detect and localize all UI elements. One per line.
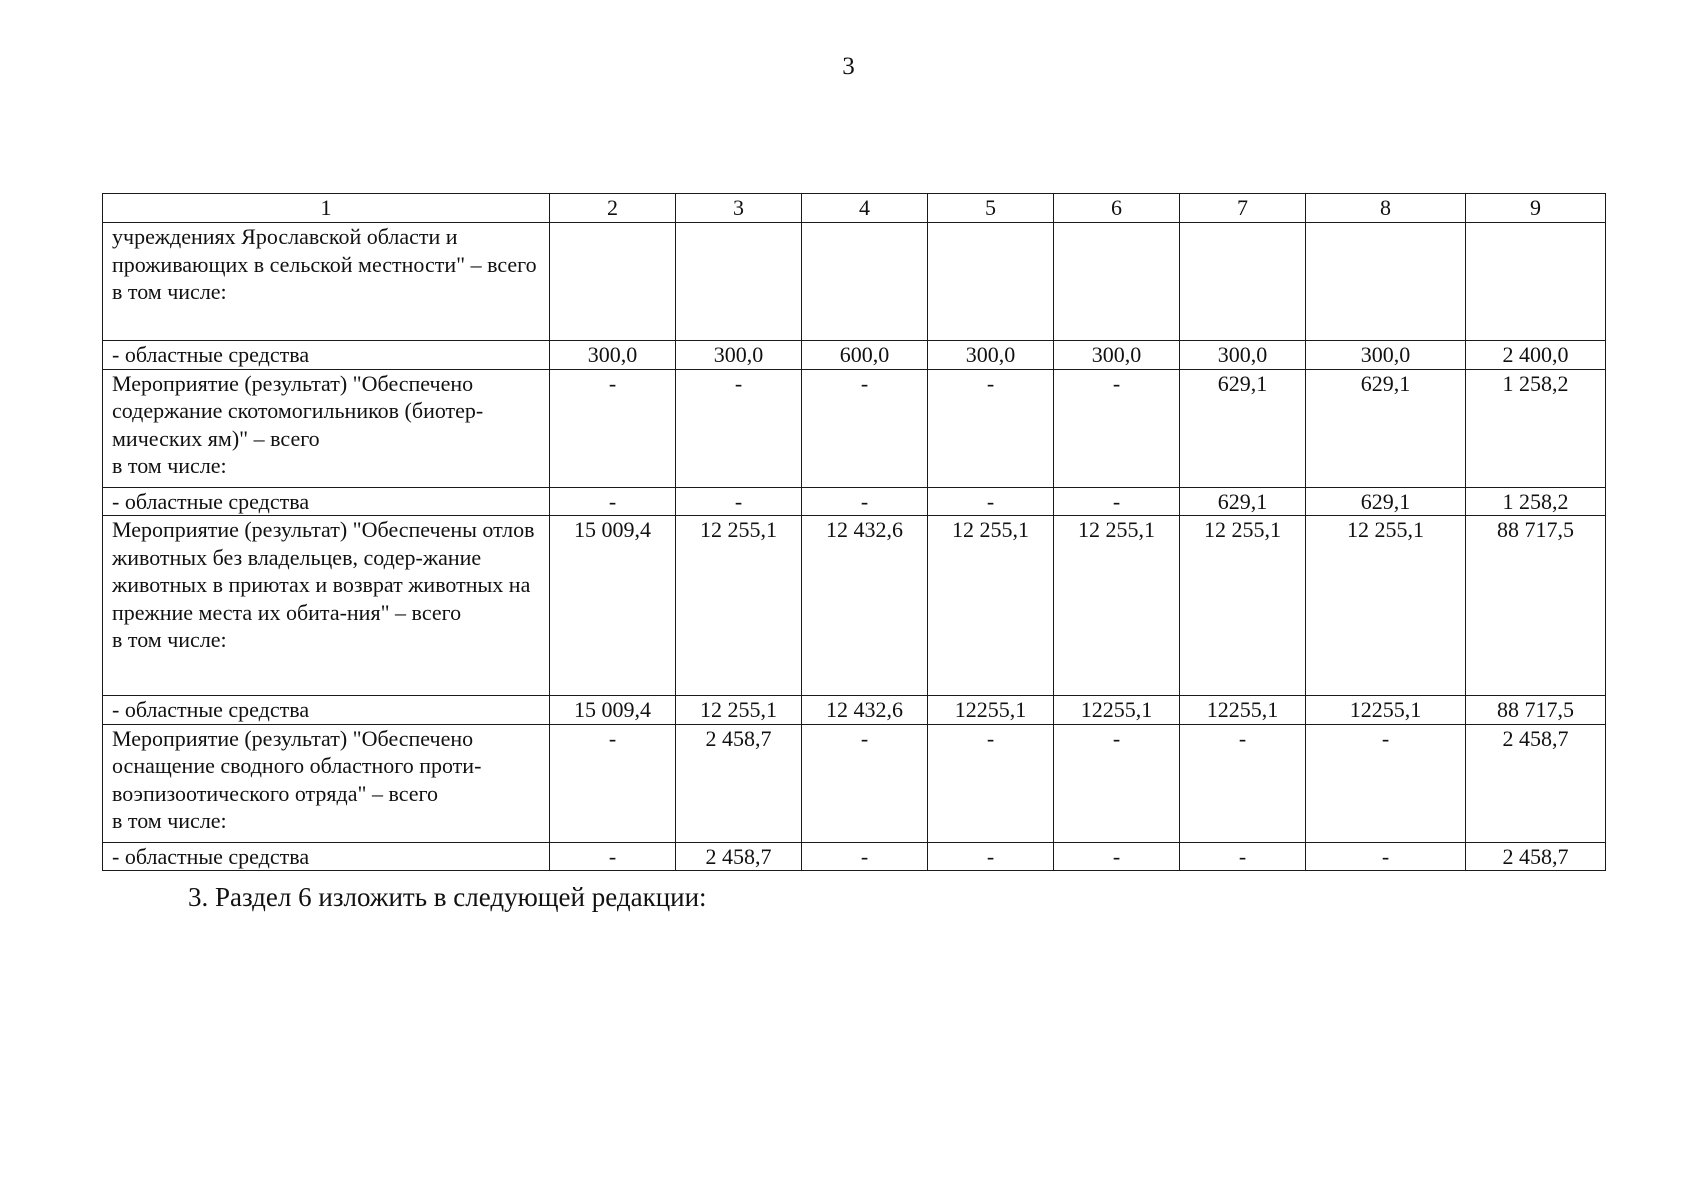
column-header: 5: [928, 194, 1054, 223]
column-header: 4: [802, 194, 928, 223]
cell-value: -: [1054, 369, 1180, 487]
cell-value: 2 458,7: [1466, 842, 1606, 871]
cell-value: -: [676, 369, 802, 487]
cell-value: 12 255,1: [1054, 516, 1180, 696]
row-label: учреждениях Ярославской области и проживающих в сельской местности" – всего в том числе:: [103, 223, 550, 341]
table-row: [103, 487, 1606, 516]
cell-value: 629,1: [1306, 487, 1466, 516]
row-label: Мероприятие (результат) "Обеспечено оснащение сводного областного проти-воэпизоотического отряда" – всего в том числе:: [103, 724, 550, 842]
cell-value: -: [928, 487, 1054, 516]
cell-value: -: [802, 724, 928, 842]
cell-value: -: [802, 487, 928, 516]
column-header: 7: [1180, 194, 1306, 223]
cell-value: 12 432,6: [802, 516, 928, 696]
cell-value: 12 432,6: [802, 696, 928, 725]
cell-value: [1180, 223, 1306, 341]
cell-value: -: [1054, 724, 1180, 842]
cell-value: [1054, 223, 1180, 341]
cell-value: 2 458,7: [1466, 724, 1606, 842]
cell-value: 12 255,1: [1180, 516, 1306, 696]
cell-value: 12 255,1: [1306, 516, 1466, 696]
column-header: 2: [550, 194, 676, 223]
cell-value: 12 255,1: [928, 516, 1054, 696]
cell-value: 629,1: [1180, 369, 1306, 487]
cell-value: 12255,1: [928, 696, 1054, 725]
cell-value: -: [928, 369, 1054, 487]
cell-value: -: [550, 487, 676, 516]
table-row: [103, 724, 1606, 842]
cell-value: [928, 223, 1054, 341]
cell-value: 12255,1: [1306, 696, 1466, 725]
cell-value: -: [802, 369, 928, 487]
table-row: [103, 223, 1606, 341]
cell-value: 300,0: [676, 341, 802, 370]
cell-value: 12255,1: [1054, 696, 1180, 725]
cell-value: 300,0: [1180, 341, 1306, 370]
table-row: [103, 842, 1606, 871]
cell-value: 300,0: [1306, 341, 1466, 370]
cell-value: -: [928, 842, 1054, 871]
cell-value: 300,0: [928, 341, 1054, 370]
cell-value: [676, 223, 802, 341]
column-header: 9: [1466, 194, 1606, 223]
cell-value: -: [1306, 724, 1466, 842]
row-label: - областные средства: [103, 487, 550, 516]
cell-value: 1 258,2: [1466, 369, 1606, 487]
cell-value: 12255,1: [1180, 696, 1306, 725]
table-row: [103, 369, 1606, 487]
cell-value: -: [802, 842, 928, 871]
row-label: - областные средства: [103, 341, 550, 370]
cell-value: -: [550, 842, 676, 871]
table-row: [103, 341, 1606, 370]
column-header: 1: [103, 194, 550, 223]
table-body: [103, 223, 1606, 871]
column-header: 8: [1306, 194, 1466, 223]
cell-value: 2 458,7: [676, 724, 802, 842]
cell-value: -: [1054, 487, 1180, 516]
row-label: - областные средства: [103, 696, 550, 725]
cell-value: 629,1: [1180, 487, 1306, 516]
cell-value: [1466, 223, 1606, 341]
cell-value: [550, 223, 676, 341]
cell-value: [1306, 223, 1466, 341]
cell-value: -: [1306, 842, 1466, 871]
cell-value: 600,0: [802, 341, 928, 370]
cell-value: -: [1054, 842, 1180, 871]
page-number: 3: [842, 53, 855, 80]
cell-value: 300,0: [1054, 341, 1180, 370]
cell-value: -: [1180, 724, 1306, 842]
row-label: Мероприятие (результат) "Обеспечены отлов животных без владельцев, содер-жание животных в приютах и возврат животных на прежние места их обита-ния" – всего в том числе:: [103, 516, 550, 696]
cell-value: -: [1180, 842, 1306, 871]
row-label: - областные средства: [103, 842, 550, 871]
cell-value: -: [550, 369, 676, 487]
section-heading: 3. Раздел 6 изложить в следующей редакции:: [188, 882, 707, 912]
cell-value: -: [676, 487, 802, 516]
cell-value: 88 717,5: [1466, 516, 1606, 696]
row-label: Мероприятие (результат) "Обеспечено содержание скотомогильников (биотер-мических ям)" – всего в том числе:: [103, 369, 550, 487]
column-header: 3: [676, 194, 802, 223]
table-header-row: [103, 194, 1606, 223]
column-header: 6: [1054, 194, 1180, 223]
cell-value: [802, 223, 928, 341]
cell-value: 1 258,2: [1466, 487, 1606, 516]
cell-value: 12 255,1: [676, 696, 802, 725]
cell-value: -: [550, 724, 676, 842]
cell-value: 629,1: [1306, 369, 1466, 487]
cell-value: 300,0: [550, 341, 676, 370]
cell-value: 2 458,7: [676, 842, 802, 871]
cell-value: 15 009,4: [550, 696, 676, 725]
cell-value: -: [928, 724, 1054, 842]
cell-value: 15 009,4: [550, 516, 676, 696]
cell-value: 2 400,0: [1466, 341, 1606, 370]
cell-value: 12 255,1: [676, 516, 802, 696]
table-row: [103, 516, 1606, 696]
cell-value: 88 717,5: [1466, 696, 1606, 725]
budget-table: [102, 193, 1606, 871]
table-row: [103, 696, 1606, 725]
